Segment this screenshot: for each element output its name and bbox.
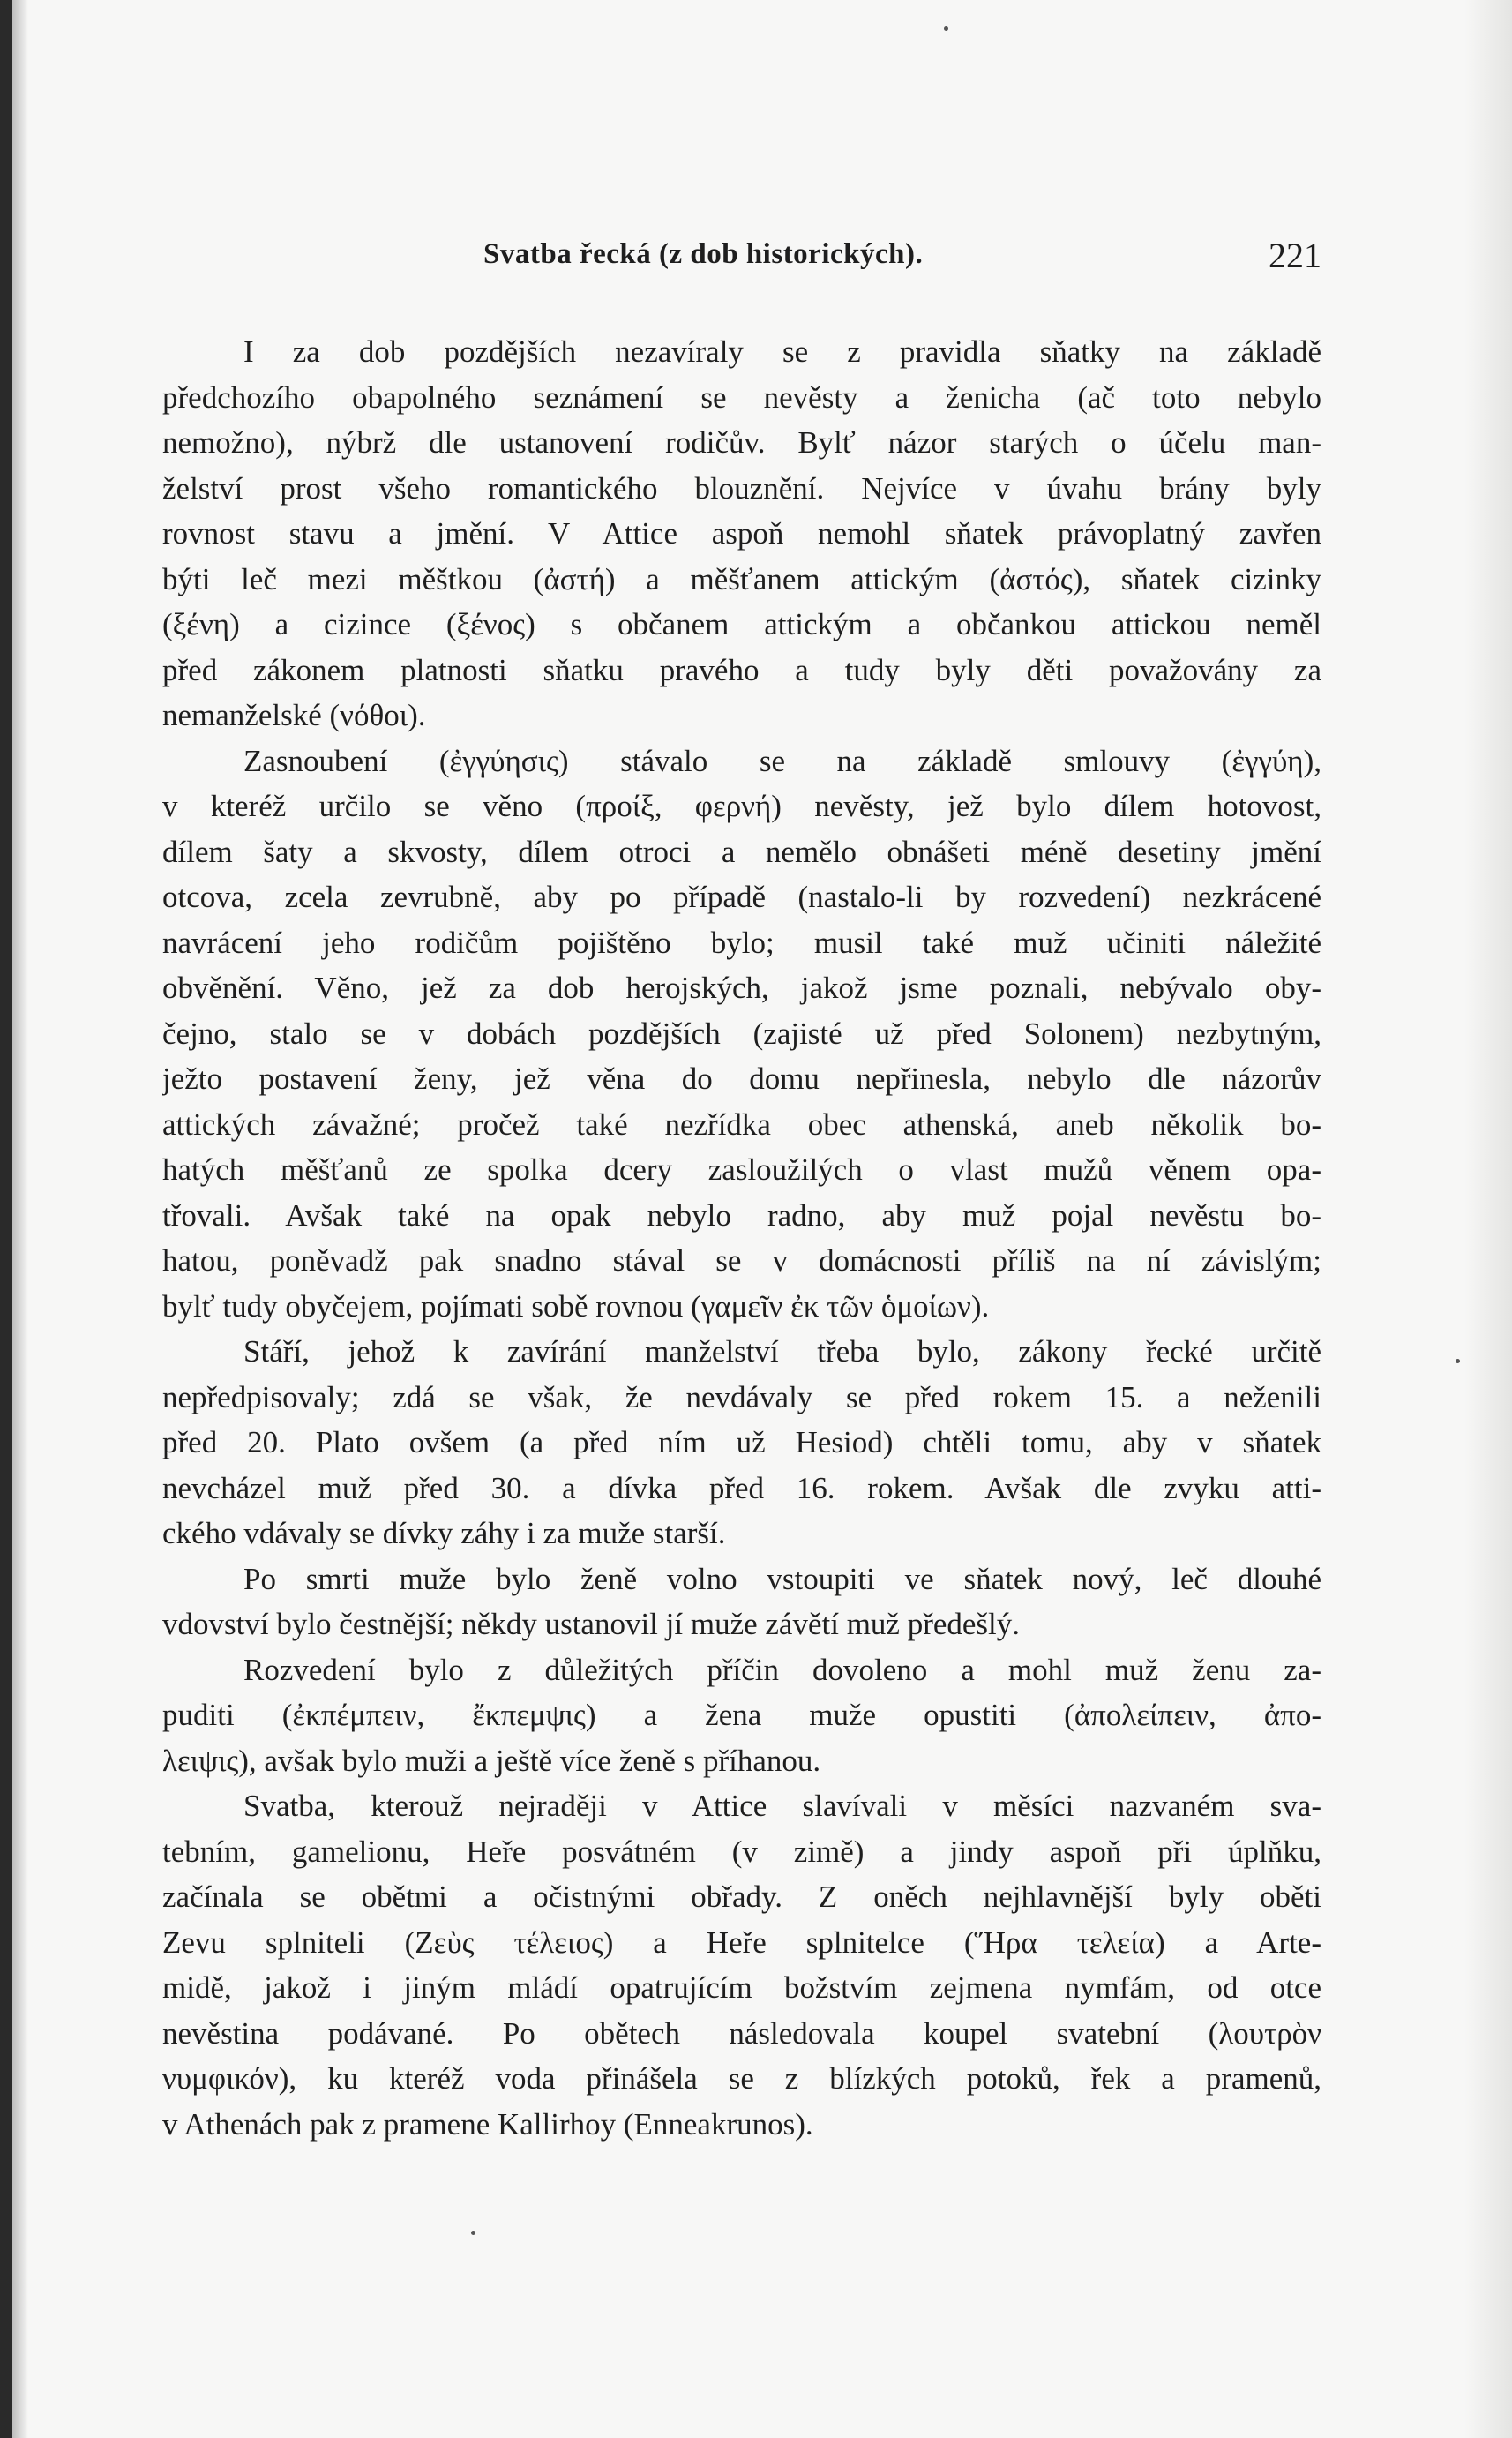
text-line: nevcházel muž před 30. a dívka před 16. rokem. Avšak dle zvyku atti- bbox=[162, 1470, 1321, 1505]
text-line: Po smrti muže bylo ženě volno vstoupiti ve sňatek nový, leč dlouhé bbox=[243, 1561, 1321, 1596]
text-line: attických závažné; pročež také nezřídka obec athenská, aneb několik bo- bbox=[162, 1106, 1321, 1142]
print-speck bbox=[1456, 1359, 1460, 1363]
text-line: nemožno), nýbrž dle ustanovení rodičův. Bylť názor starých o účelu man- bbox=[162, 425, 1321, 460]
text-line: puditi (ἐκπέμπειν, ἔκπεμψις) a žena muže opustiti (ἀπολείπειν, ἀπο- bbox=[162, 1698, 1321, 1732]
text-line: předchozího obapolného seznámení se nevěsty a ženicha (ač toto nebylo bbox=[162, 379, 1321, 415]
text-line: navrácení jeho rodičům pojištěno bylo; musil také muž učiniti náležité bbox=[162, 925, 1321, 960]
text-line: před zákonem platnosti sňatku pravého a tudy byly děti považovány za bbox=[162, 652, 1321, 687]
text-line: bylť tudy obyčejem, pojímati sobě rovnou (γαμεῖν ἐκ τῶν ὁμοίων). bbox=[162, 1288, 990, 1324]
text-line: ckého vdávaly se dívky záhy i za muže starší. bbox=[162, 1516, 726, 1550]
text-line: otcova, zcela zevrubně, aby po případě (nastalo-li by rozvedení) nezkrácené bbox=[162, 880, 1321, 914]
text-line: nemanželské (νόθοι). bbox=[162, 698, 426, 732]
text-line: Rozvedení bylo z důležitých příčin dovoleno a mohl muž ženu za- bbox=[243, 1652, 1321, 1687]
text-line: nevěstina podávané. Po obětech následovala koupel svatební (λουτρὸν bbox=[162, 2015, 1321, 2051]
text-line: λειψις), avšak bylo muži a ještě více ženě s příhanou. bbox=[162, 1743, 821, 1778]
text-line: νυμφικόν), ku kteréž voda přinášela se z blízkých potoků, řek a pramenů, bbox=[162, 2061, 1321, 2096]
binding-edge bbox=[0, 0, 12, 2438]
text-line: hatých měšťanů ze spolka dcery zasloužilých o vlast mužů věnem opa- bbox=[162, 1152, 1321, 1187]
text-line: hatou, poněvadž pak snadno stával se v domácnosti příliš na ní závislým; bbox=[162, 1243, 1321, 1278]
running-title: Svatba řecká (z dob historických). bbox=[483, 238, 924, 270]
text-line: midě, jakož i jiným mládí opatrujícím božstvím zejmena nymfám, od otce bbox=[162, 1970, 1321, 2005]
text-line: I za dob pozdějších nezavíraly se z pravidla sňatky na základě bbox=[243, 334, 1321, 369]
text-line: tebním, gamelionu, Heře posvátném (v zimě) a jindy aspoň při úplňku, bbox=[162, 1834, 1321, 1869]
text-line: před 20. Plato ovšem (a před ním už Hesiod) chtěli tomu, aby v sňatek bbox=[162, 1425, 1321, 1459]
body-text bbox=[162, 329, 1321, 2147]
binding-shadow bbox=[12, 0, 28, 2438]
text-line: želství prost všeho romantického blouznění. Nejvíce v úvahu brány byly bbox=[162, 470, 1321, 506]
page-edge bbox=[1464, 0, 1512, 2438]
text-line: (ξένη) a cizince (ξένος) s občanem attickým a občankou attickou neměl bbox=[162, 607, 1321, 641]
print-speck bbox=[471, 2231, 475, 2235]
text-line: vdovství bylo čestnější; někdy ustanovil jí muže závětí muž předešlý. bbox=[162, 1607, 1021, 1641]
text-line: ježto postavení ženy, jež věna do domu nepřinesla, nebylo dle názorův bbox=[162, 1061, 1321, 1096]
text-line: třovali. Avšak také na opak nebylo radno, aby muž pojal nevěstu bo- bbox=[162, 1197, 1321, 1233]
text-line: nepředpisovaly; zdá se však, že nevdávaly se před rokem 15. a neženili bbox=[162, 1379, 1321, 1414]
text-line: čejno, stalo se v dobách pozdějších (zajisté už před Solonem) nezbytným, bbox=[162, 1016, 1321, 1051]
text-line: Zasnoubení (ἐγγύησις) stávalo se na základě smlouvy (ἐγγύη), bbox=[243, 743, 1321, 778]
text-line: v kteréž určilo se věno (προίξ, φερνή) nevěsty, jež bylo dílem hotovost, bbox=[162, 789, 1321, 823]
text-line: v Athenách pak z pramene Kallirhoy (Enneakrunos). bbox=[162, 2106, 813, 2142]
text-line: Zevu splniteli (Ζεὺς τέλειος) a Heře splnitelce (Ἥρα τελεία) a Arte- bbox=[162, 1924, 1321, 1960]
text-line: Svatba, kterouž nejraději v Attice slavívali v měsíci nazvaném sva- bbox=[243, 1789, 1321, 1823]
print-speck bbox=[944, 26, 948, 31]
text-line: býti leč mezi měštkou (ἀστή) a měšťanem attickým (ἀστός), sňatek cizinky bbox=[162, 561, 1321, 596]
text-line: rovnost stavu a jmění. V Attice aspoň nemohl sňatek právoplatný zavřen bbox=[162, 516, 1321, 551]
text-line: začínala se obětmi a očistnými obřady. Z oněch nejhlavnější byly oběti bbox=[162, 1879, 1321, 1914]
text-line: obvěnění. Věno, jež za dob herojských, jakož jsme poznali, nebývalo oby- bbox=[162, 971, 1321, 1005]
running-head bbox=[483, 231, 1321, 275]
text-line: Stáří, jehož k zavírání manželství třeba bylo, zákony řecké určitě bbox=[243, 1334, 1321, 1369]
text-line: dílem šaty a skvosty, dílem otroci a nemělo obnášeti méně desetiny jmění bbox=[162, 834, 1321, 869]
page-number: 221 bbox=[1269, 236, 1321, 275]
